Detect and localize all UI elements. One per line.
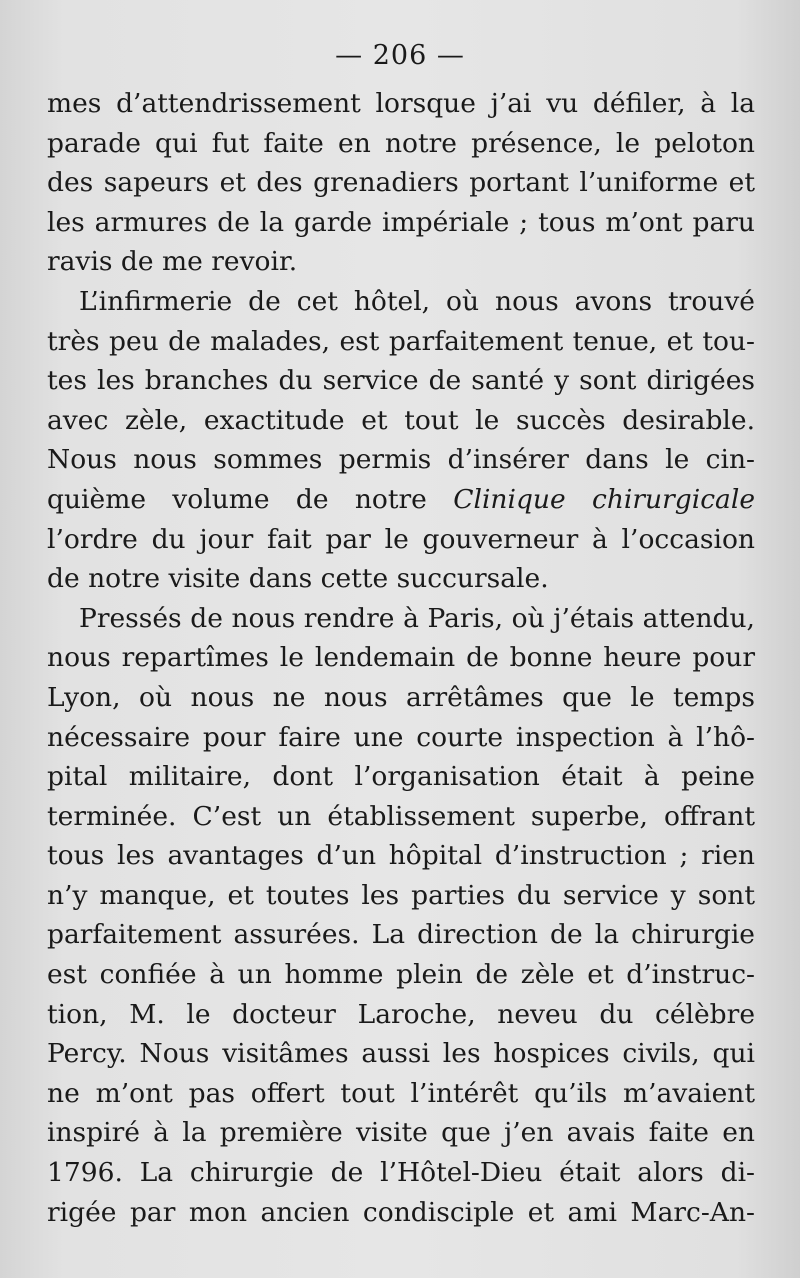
text-line: très peu de malades, est parfaitement tenue, et tou- bbox=[47, 325, 755, 357]
italic-book-title: Clinique chirurgicale bbox=[453, 483, 756, 515]
text-line: Nous nous sommes permis d’insérer dans le cin- bbox=[47, 444, 755, 476]
text-segment: quième volume de notre bbox=[47, 483, 454, 515]
body-text bbox=[47, 84, 755, 1232]
text-line: tous les avantages d’un hôpital d’instruction ; rien bbox=[47, 840, 755, 872]
text-line: nous repartîmes le lendemain de bonne heure pour bbox=[47, 642, 755, 674]
text-line: est confiée à un homme plein de zèle et d’instruc- bbox=[47, 959, 755, 991]
text-line: tes les branches du service de santé y sont dirigées bbox=[47, 365, 755, 397]
text-line: les armures de la garde impériale ; tous m’ont paru bbox=[47, 206, 755, 238]
page-number: — 206 — bbox=[335, 40, 465, 71]
text-line: inspiré à la première visite que j’en avais faite en bbox=[47, 1117, 755, 1149]
text-line: nécessaire pour faire une courte inspection à l’hô- bbox=[47, 721, 755, 753]
text-line: Lyon, où nous ne nous arrêtâmes que le temps bbox=[47, 681, 755, 713]
text-line: tion, M. le docteur Laroche, neveu du célèbre bbox=[47, 998, 755, 1030]
text-line: n’y manque, et toutes les parties du service y sont bbox=[47, 879, 755, 911]
text-line: ravis de me revoir. bbox=[47, 246, 298, 278]
text-line: ne m’ont pas offert tout l’intérêt qu’ils m’avaient bbox=[47, 1077, 755, 1109]
text-line: de notre visite dans cette succursale. bbox=[47, 563, 549, 595]
text-line: pital militaire, dont l’organisation était à peine bbox=[47, 761, 755, 793]
text-line: mes d’attendrissement lorsque j’ai vu défiler, à la bbox=[47, 88, 755, 119]
text-line-with-italic-title bbox=[47, 480, 755, 520]
text-line: terminée. C’est un établissement superbe, offrant bbox=[47, 800, 755, 832]
text-line: Percy. Nous visitâmes aussi les hospices civils, qui bbox=[47, 1038, 755, 1070]
text-line: l’ordre du jour fait par le gouverneur à l’occasion bbox=[47, 523, 755, 555]
text-line: rigée par mon ancien condisciple et ami Marc-An- bbox=[47, 1196, 755, 1228]
paragraph-start-line: L’infirmerie de cet hôtel, où nous avons trouvé bbox=[79, 285, 755, 317]
paragraph-start-line: Pressés de nous rendre à Paris, où j’étais attendu, bbox=[79, 602, 755, 634]
text-line: des sapeurs et des grenadiers portant l’uniforme et bbox=[47, 167, 755, 199]
text-line: 1796. La chirurgie de l’Hôtel-Dieu était alors di- bbox=[47, 1157, 755, 1189]
text-line: parfaitement assurées. La direction de la chirurgie bbox=[47, 919, 755, 951]
text-line: parade qui fut faite en notre présence, le peloton bbox=[47, 127, 755, 159]
text-line: avec zèle, exactitude et tout le succès desirable. bbox=[47, 404, 755, 436]
